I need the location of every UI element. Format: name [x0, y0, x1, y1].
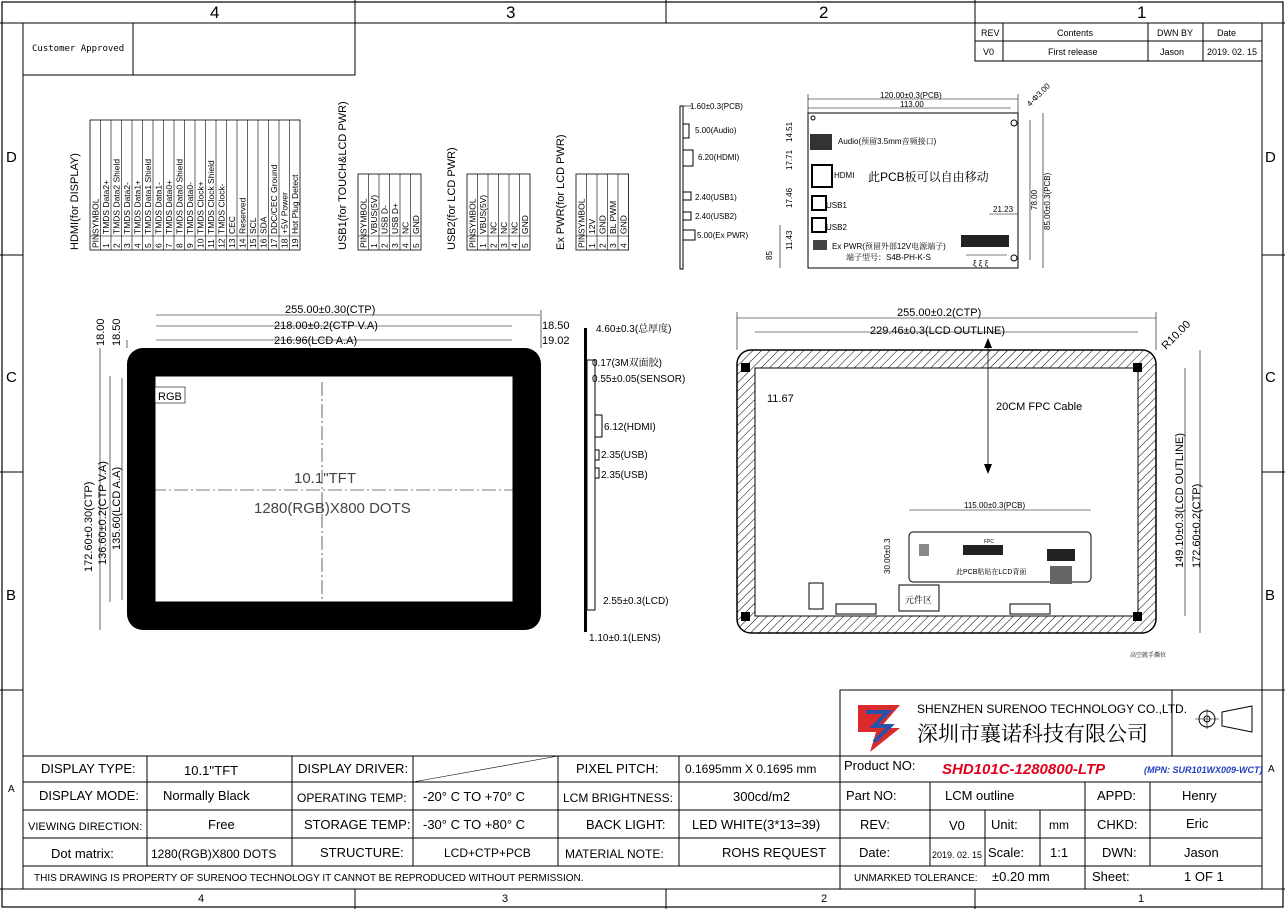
pcb-attach-note: 此PCB粘贴在LCD背面	[956, 569, 1027, 576]
pin-table-expwr	[555, 135, 629, 251]
company-name-cn: 深圳市襄诺科技有限公司	[917, 723, 1148, 746]
col-marker: 2	[821, 893, 828, 905]
fpc-small-label: FPC	[984, 539, 994, 545]
pin-table-title: Ex PWR(for LCD PWR)	[555, 134, 567, 250]
symbol-header: SYMBOL	[358, 198, 369, 234]
col-marker: 2	[819, 3, 829, 22]
col-marker: 4	[198, 893, 205, 905]
storage-temp-label: STORAGE TEMP:	[304, 817, 411, 832]
pin-symbol: VBUS(5V)	[369, 194, 379, 234]
scale-label: Scale:	[988, 845, 1025, 860]
material-note-label: MATERIAL NOTE:	[565, 847, 664, 861]
pixel-pitch-value: 0.1695mm X 0.1695 mm	[685, 762, 817, 776]
back-ctp-width: 255.00±0.2(CTP)	[897, 307, 982, 319]
storage-temp-value: -30° C TO +80° C	[423, 817, 526, 832]
dwnby-value: Jason	[1160, 47, 1185, 57]
pin-tables	[69, 101, 629, 250]
pin-number: 17	[269, 238, 279, 248]
pin-symbol: NC	[499, 221, 509, 234]
date-label: Date:	[859, 845, 891, 860]
row-marker: B	[1265, 587, 1276, 604]
connector-glyphs: ξ ξ ξ	[973, 259, 989, 268]
usb2-side-height: 2.35(USB)	[601, 470, 648, 481]
usb2-port-label: USB2	[826, 223, 847, 232]
operating-temp-value: -20° C TO +70° C	[423, 789, 526, 804]
col-marker: 4	[210, 3, 220, 22]
pcb-top-view	[765, 81, 1052, 268]
date-value: 2019. 02. 15	[1207, 47, 1258, 57]
pin-number: 1	[101, 243, 111, 248]
pixel-pitch-label: PIXEL PITCH:	[576, 761, 659, 776]
pin-symbol: VBUS(5V)	[478, 194, 488, 234]
part-no-value: LCM outline	[945, 788, 1015, 803]
expwr-height: 5.00(Ex PWR)	[697, 231, 749, 240]
projection-symbol-icon	[1195, 706, 1252, 732]
dwnby-header: DWN BY	[1157, 28, 1193, 38]
pin-table-title: USB1(for TOUCH&LCD PWR)	[337, 101, 349, 250]
pin-number: 5	[143, 243, 153, 248]
lcm-brightness-value: 300cd/m2	[733, 789, 791, 804]
col-marker: 1	[1138, 893, 1145, 905]
pin-symbol: GND	[411, 215, 421, 234]
scale-value: 1:1	[1050, 845, 1069, 860]
audio-height: 5.00(Audio)	[695, 126, 737, 135]
pin-symbol: +5V Power	[279, 192, 290, 234]
pin-number: 4	[132, 243, 143, 248]
pin-number: 15	[248, 238, 258, 248]
rev-value-block: V0	[949, 818, 965, 833]
pin-symbol: SCL	[248, 217, 258, 234]
pin-symbol: TMDS Data1+	[132, 179, 143, 234]
row-marker: A	[8, 784, 15, 795]
pin-number: 4	[618, 243, 629, 248]
dim-14-51: 14.51	[785, 121, 794, 142]
pin-symbol: TMDS Clock-	[216, 183, 227, 234]
pin-number: 11	[206, 239, 216, 248]
title-block	[23, 756, 1263, 889]
panel-resolution-label: 1280(RGB)X800 DOTS	[254, 500, 411, 517]
material-note-value: ROHS REQUEST	[722, 845, 827, 860]
pin-number: 5	[411, 243, 421, 248]
pin-number: 18	[279, 238, 290, 248]
usb1-port-label: USB1	[826, 201, 847, 210]
pin-table-title: HDMI(for DISPLAY)	[69, 153, 81, 250]
pin-symbol: TMDS Clock+	[195, 181, 206, 234]
pcb-height-back: 30.00±0.3	[883, 538, 892, 574]
column-markers-top	[210, 3, 1146, 22]
symbol-header: SYMBOL	[576, 198, 587, 234]
dim-11-67: 11.67	[767, 393, 794, 405]
rev-label: REV:	[860, 817, 890, 832]
pin-symbol: TMDS Data1-	[153, 182, 164, 234]
pin-table-title: USB2(for LCD PWR)	[446, 147, 458, 250]
dim-18-50-left: 18.50	[111, 318, 123, 346]
customer-approved-label: Customer Approved	[32, 44, 125, 54]
pin-number: 16	[258, 238, 269, 248]
pin-number: 10	[195, 238, 206, 248]
dwn-label: DWN:	[1102, 845, 1137, 860]
display-mode-label: DISPLAY MODE:	[39, 788, 139, 803]
contents-header: Contents	[1057, 28, 1094, 38]
fpc-cable-label: 20CM FPC Cable	[996, 401, 1083, 413]
pin-number: 4	[400, 243, 411, 248]
rgb-label: RGB	[158, 391, 182, 403]
display-driver-label: DISPLAY DRIVER:	[298, 761, 409, 776]
appd-value: Henry	[1182, 788, 1217, 803]
pin-number: 3	[608, 243, 618, 248]
revision-table	[975, 23, 1262, 61]
lcd-aa-width: 216.96(LCD A.A)	[274, 335, 358, 347]
viewing-direction-value: Free	[208, 817, 235, 832]
col-marker: 1	[1137, 3, 1147, 22]
expwr-label: Ex PWR(预留外部12V电源端子)	[832, 242, 946, 251]
pcb-side-view	[680, 102, 748, 269]
pin-number: 1	[478, 243, 488, 248]
rev-header: REV	[981, 28, 1000, 38]
col-marker: 3	[502, 893, 509, 905]
pin-symbol: TMDS Clock Shield	[206, 160, 216, 234]
pin-number: 4	[509, 243, 520, 248]
pcb-hole-height: 78.00	[1030, 189, 1039, 210]
symbol-header: SYMBOL	[90, 198, 101, 234]
pin-number: 19	[290, 238, 300, 248]
pin-number: 7	[164, 243, 174, 248]
hdmi-port-label: HDMI	[834, 171, 855, 180]
corner-radius: R10.00	[1159, 318, 1194, 353]
pin-number: 6	[153, 243, 164, 248]
back-light-label: BACK LIGHT:	[586, 817, 666, 832]
pin-number: 1	[369, 243, 379, 248]
pin-number: 2	[379, 243, 390, 248]
row-marker: C	[1265, 369, 1276, 386]
pin-symbol: SDA	[258, 216, 269, 234]
hole-pitch: 113.00	[900, 100, 924, 109]
lcd-thickness: 2.55±0.3(LCD)	[603, 596, 669, 607]
pin-number: 5	[520, 243, 530, 248]
dot-matrix-value: 1280(RGB)X800 DOTS	[151, 847, 277, 861]
lens-thickness: 1.10±0.1(LENS)	[589, 633, 661, 644]
pin-symbol: TMDS Data2-	[122, 182, 132, 234]
pin-symbol: TMDS Data1 Shield	[143, 158, 153, 234]
pin-symbol: 12V	[587, 218, 597, 234]
pcb-height: 85.00±0.3(PCB)	[1043, 172, 1052, 230]
contents-value: First release	[1048, 47, 1098, 57]
tolerance-value: ±0.20 mm	[992, 869, 1050, 884]
pin-symbol: NC	[509, 221, 520, 234]
chkd-label: CHKD:	[1097, 817, 1138, 832]
pin-symbol: GND	[618, 215, 629, 234]
lcd-aa-height: 135.60(LCD A.A)	[111, 466, 123, 550]
pin-symbol: TMDS Data2+	[101, 179, 111, 234]
pin-number: 9	[185, 243, 195, 248]
pin-number: 2	[597, 243, 608, 248]
company-block	[840, 690, 1262, 756]
pin-symbol: TMDS Data0 Shield	[174, 158, 185, 234]
pin-header: PIN	[358, 233, 369, 248]
ctp-height: 172.60±0.30(CTP)	[83, 481, 95, 572]
display-type-label: DISPLAY TYPE:	[41, 761, 136, 776]
pin-number: 12	[216, 238, 227, 248]
pin-header: PIN	[576, 233, 587, 248]
tape-thickness: 0.17(3M双面胶)	[592, 358, 663, 369]
connector-offset: 21.23	[993, 205, 1014, 214]
pin-header: PIN	[90, 233, 101, 248]
row-marker: C	[6, 369, 17, 386]
pin-symbol: NC	[488, 221, 499, 234]
back-ctp-height: 172.60±0.2(CTP)	[1191, 483, 1203, 568]
pin-table-usb1	[337, 101, 421, 250]
panel-type-label: 10.1"TFT	[294, 470, 357, 487]
lcd-outline-width: 229.46±0.3(LCD OUTLINE)	[870, 325, 1006, 337]
display-type-value: 10.1''TFT	[184, 763, 239, 778]
structure-value: LCD+CTP+PCB	[444, 846, 531, 860]
pin-symbol: TMDS Data2 Shield	[111, 158, 122, 234]
pcb-width-back: 115.00±0.3(PCB)	[964, 501, 1026, 510]
sheet-value: 1 OF 1	[1184, 869, 1224, 884]
pin-number: 3	[390, 243, 400, 248]
pcb-move-note: 此PCB板可以自由移动	[868, 170, 989, 184]
pin-symbol: GND	[597, 215, 608, 234]
company-name-en: SHENZHEN SURENOO TECHNOLOGY CO.,LTD.	[917, 702, 1188, 716]
product-no-label: Product NO:	[844, 758, 916, 773]
sheet-label: Sheet:	[1092, 869, 1130, 884]
dim-19-02: 19.02	[542, 335, 570, 347]
usb1-height: 2.40(USB1)	[695, 193, 737, 202]
unit-value: mm	[1049, 818, 1069, 832]
pin-symbol: TMDS Data0-	[185, 182, 195, 234]
back-view	[737, 307, 1203, 659]
col-marker: 3	[506, 3, 516, 22]
display-mode-value: Normally Black	[163, 788, 250, 803]
front-view	[83, 304, 570, 630]
date-header: Date	[1217, 28, 1237, 38]
chkd-value: Eric	[1186, 816, 1209, 831]
ctp-va-height: 136.60±0.2(CTP V.A)	[97, 461, 109, 565]
usb2-height: 2.40(USB2)	[695, 212, 737, 221]
dim-17-71: 17.71	[785, 149, 794, 170]
component-area-label: 元件区	[905, 595, 933, 605]
row-marker: D	[1265, 149, 1276, 166]
pin-number: 1	[587, 243, 597, 248]
structure-label: STRUCTURE:	[320, 845, 404, 860]
pull-tab-note: 高空就手撕位	[1130, 653, 1167, 659]
pin-number: 14	[237, 238, 248, 248]
dot-matrix-label: Dot matrix:	[51, 846, 114, 861]
pin-number: 13	[227, 238, 237, 248]
pin-symbol: DDC/CEC Ground	[269, 164, 279, 234]
pin-table-usb2	[446, 147, 530, 250]
pin-symbol: GND	[520, 215, 530, 234]
row-marker: A	[1268, 764, 1275, 775]
ctp-width: 255.00±0.30(CTP)	[285, 304, 376, 316]
pin-symbol: CEC	[227, 216, 237, 234]
symbol-header: SYMBOL	[467, 198, 478, 234]
lcd-outline-height: 149.10±0.3(LCD OUTLINE)	[1174, 432, 1186, 568]
row-marker: B	[6, 587, 17, 604]
date-value-block: 2019. 02. 15	[932, 850, 983, 860]
dim-85: 85	[765, 251, 774, 260]
mpn-value: (MPN: SUR101WX009-WCT)	[1144, 765, 1263, 775]
pin-header: PIN	[467, 233, 478, 248]
pin-table-hdmi	[69, 120, 300, 250]
product-no-value: SHD101C-1280800-LTP	[942, 761, 1106, 778]
pin-symbol: Reserved	[237, 197, 248, 234]
dwn-value: Jason	[1184, 845, 1219, 860]
terminal-label: 端子型号：S4B-PH-K-S	[846, 253, 931, 262]
viewing-direction-label: VIEWING DIRECTION:	[28, 821, 143, 833]
pcb-thickness: 1.60±0.3(PCB)	[690, 102, 743, 111]
tolerance-label: UNMARKED TOLERANCE:	[854, 873, 978, 884]
audio-label: Audio(预留3.5mm音频接口)	[838, 137, 937, 146]
column-markers-bottom	[198, 893, 1144, 905]
pin-number: 8	[174, 243, 185, 248]
pin-symbol: NC	[400, 221, 411, 234]
pin-number: 2	[488, 243, 499, 248]
pin-symbol: Hot Plug Detect	[290, 174, 300, 234]
copyright-notice: THIS DRAWING IS PROPERTY OF SURENOO TECHNOLOGY IT CANNOT BE REPRODUCED WITHOUT PERMISSION.	[34, 873, 584, 884]
usb1-side-height: 2.35(USB)	[601, 450, 648, 461]
back-light-value: LED WHITE(3*13=39)	[692, 817, 821, 832]
part-no-label: Part NO:	[846, 788, 897, 803]
dim-18-50-right: 18.50	[542, 320, 570, 332]
dim-17-46: 17.46	[785, 187, 794, 208]
unit-label: Unit:	[991, 817, 1018, 832]
pin-symbol: USB D+	[390, 203, 400, 234]
pcb-width: 120.00±0.3(PCB)	[880, 91, 942, 100]
hdmi-side-height: 6.12(HDMI)	[604, 422, 656, 433]
row-marker: D	[6, 149, 17, 166]
pin-symbol: USB D-	[379, 205, 390, 234]
pin-symbol: BL PWM	[608, 200, 618, 234]
pin-number: 2	[111, 243, 122, 248]
hdmi-height: 6.20(HDMI)	[698, 153, 740, 162]
hole-dia: 4-Φ3.00	[1025, 81, 1052, 109]
total-thickness: 4.60±0.3(总厚度)	[596, 324, 672, 335]
operating-temp-label: OPERATING TEMP:	[297, 791, 407, 805]
pin-number: 3	[122, 243, 132, 248]
side-view	[584, 322, 685, 644]
lcm-brightness-label: LCM BRIGHTNESS:	[563, 791, 674, 805]
pin-number: 3	[499, 243, 509, 248]
sensor-thickness: 0.55±0.05(SENSOR)	[592, 374, 686, 385]
customer-approved-box	[23, 23, 355, 75]
rev-value: V0	[983, 47, 995, 57]
dim-18-00: 18.00	[95, 318, 107, 346]
pin-symbol: TMDS Data0+	[164, 179, 174, 234]
appd-label: APPD:	[1097, 788, 1137, 803]
company-logo	[858, 705, 900, 752]
dim-11-43: 11.43	[785, 230, 794, 250]
ctp-va-width: 218.00±0.2(CTP V.A)	[274, 320, 378, 332]
